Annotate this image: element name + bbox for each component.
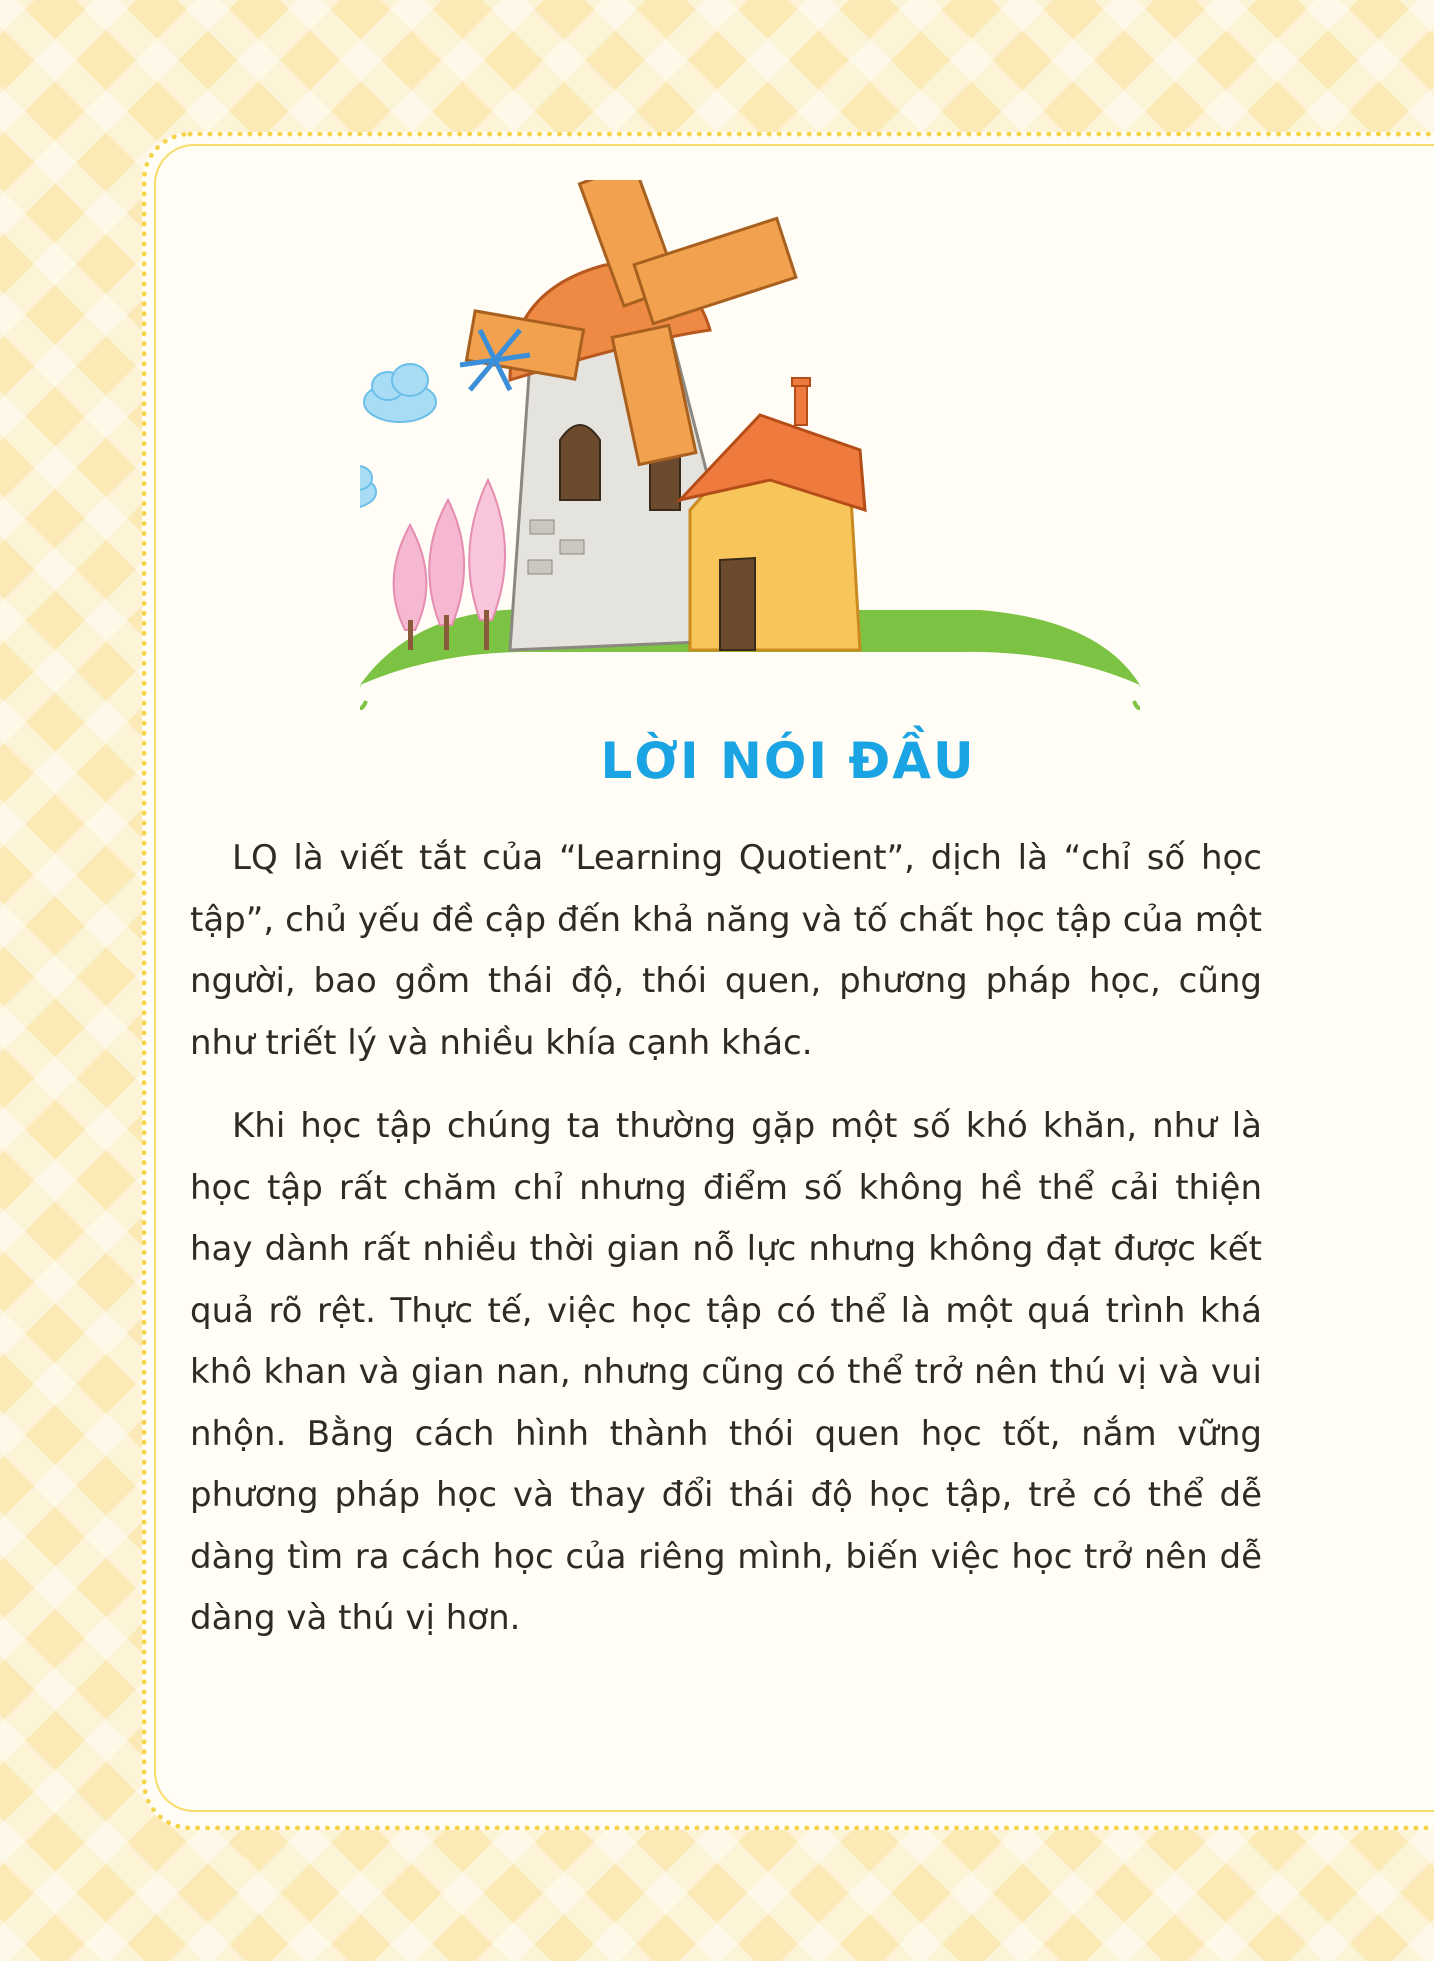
- tree-icon: [394, 480, 505, 650]
- cloud-icon: [360, 466, 376, 508]
- windmill-house-illustration: [360, 180, 1140, 710]
- house-icon: [680, 378, 865, 650]
- page-title: LỜI NÓI ĐẦU: [600, 732, 976, 790]
- cloud-icon: [364, 364, 436, 422]
- paragraph-2: Khi học tập chúng ta thường gặp một số khó khăn, như là học tập rất chăm chỉ nhưng điểm số không hề thể cải thiện hay dành rất nhiều thời gian nỗ lực nhưng không đạt được kết quả rõ rệt. Thực tế, việc học tập có thể là một quá trình khá khô khan và gian nan, nhưng cũng có thể trở nên thú vị và vui nhộn. Bằng cách hình thành thói quen học tốt, nắm vững phương pháp học và thay đổi thái độ học tập, trẻ có thể dễ dàng tìm ra cách học của riêng mình, biến việc học trở nên dễ dàng và thú vị hơn.: [190, 1106, 1262, 1638]
- preface-body: [190, 828, 1262, 1672]
- paragraph-1: LQ là viết tắt của “Learning Quotient”, dịch là “chỉ số học tập”, chủ yếu đề cập đến khả năng và tố chất học tập của một người, bao gồm thái độ, thói quen, phương pháp học, cũng như triết lý và nhiều khía cạnh khác.: [190, 838, 1262, 1063]
